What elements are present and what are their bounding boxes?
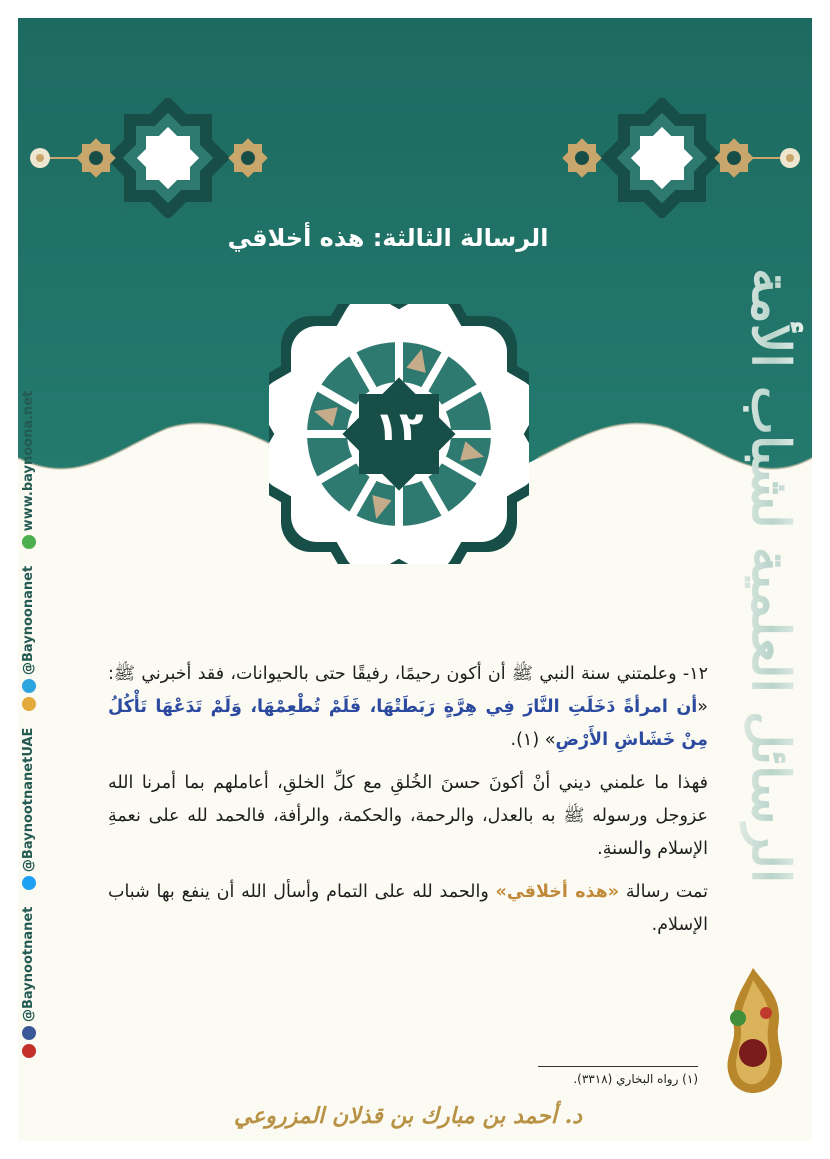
- twitter-item[interactable]: @BaynootnanetUAE: [21, 728, 36, 891]
- paragraph-3: [108, 876, 708, 942]
- instagram-item[interactable]: www.baynoona.net: [21, 391, 36, 550]
- whatsapp-icon: [22, 535, 36, 549]
- p1-intro: ١٢- وعلمتني سنة النبي ﷺ أن أكون رحيمًا، رفيقًا حتى بالحيوانات، فقد أخبرني ﷺ: «: [108, 664, 708, 717]
- p1-end: » (١).: [510, 730, 556, 750]
- footnote: (١) رواه البخاري (٣٣١٨).: [573, 1072, 698, 1086]
- publisher-logo: [708, 958, 798, 1108]
- twitter-icon: [22, 876, 36, 890]
- telegram-item[interactable]: @Baynoonanet: [21, 566, 36, 711]
- paragraph-1: [108, 658, 708, 757]
- snapchat-icon: [22, 697, 36, 711]
- top-ornaments: [18, 98, 812, 218]
- hadith-quote: أن امرأةً دَخَلَتِ النَّارَ فِي هِرَّةٍ رَبَطَتْهَا، فَلَمْ تُطْعِمْهَا، وَلَمْ تَدَعْهَا تَأْكُلُ مِنْ خَشَاشِ الأَرْضِ: [108, 697, 708, 750]
- footnote-divider: [538, 1066, 698, 1067]
- series-calligraphy: [698, 258, 808, 918]
- social-strip: [21, 379, 36, 1058]
- telegram-icon: [22, 679, 36, 693]
- series-title-text: الرسائل العلمية لشباب الأمة: [740, 268, 801, 884]
- youtube-facebook-item[interactable]: @Baynootnanet: [21, 907, 36, 1058]
- paragraph-2: فهذا ما علمني ديني أنْ أكونَ حسنَ الخُلقِ مع كلِّ الخلقِ، أعاملهم بما أمرنا الله عزوجل ورسوله ﷺ به بالعدل، والرحمة، والحكمة، والرأفة، فالحمد لله على نعمةِ الإسلام والسنةِ.: [108, 773, 708, 859]
- lesson-number: ١٢: [374, 404, 424, 450]
- page-title: الرسالة الثالثة: هذه أخلاقي: [227, 224, 549, 252]
- p3-end: والحمد لله على التمام وأسأل الله أن ينفع بها شباب الإسلام.: [108, 882, 708, 935]
- author-signature: د. أحمد بن مبارك بن قذلان المزروعي: [233, 1103, 583, 1129]
- book-page: [18, 18, 812, 1141]
- book-title-highlight: «هذه أخلاقي»: [495, 882, 620, 902]
- youtube-icon: [22, 1044, 36, 1058]
- facebook-icon: [22, 1026, 36, 1040]
- body-text: [108, 658, 708, 952]
- p3-start: تمت رسالة: [619, 882, 708, 902]
